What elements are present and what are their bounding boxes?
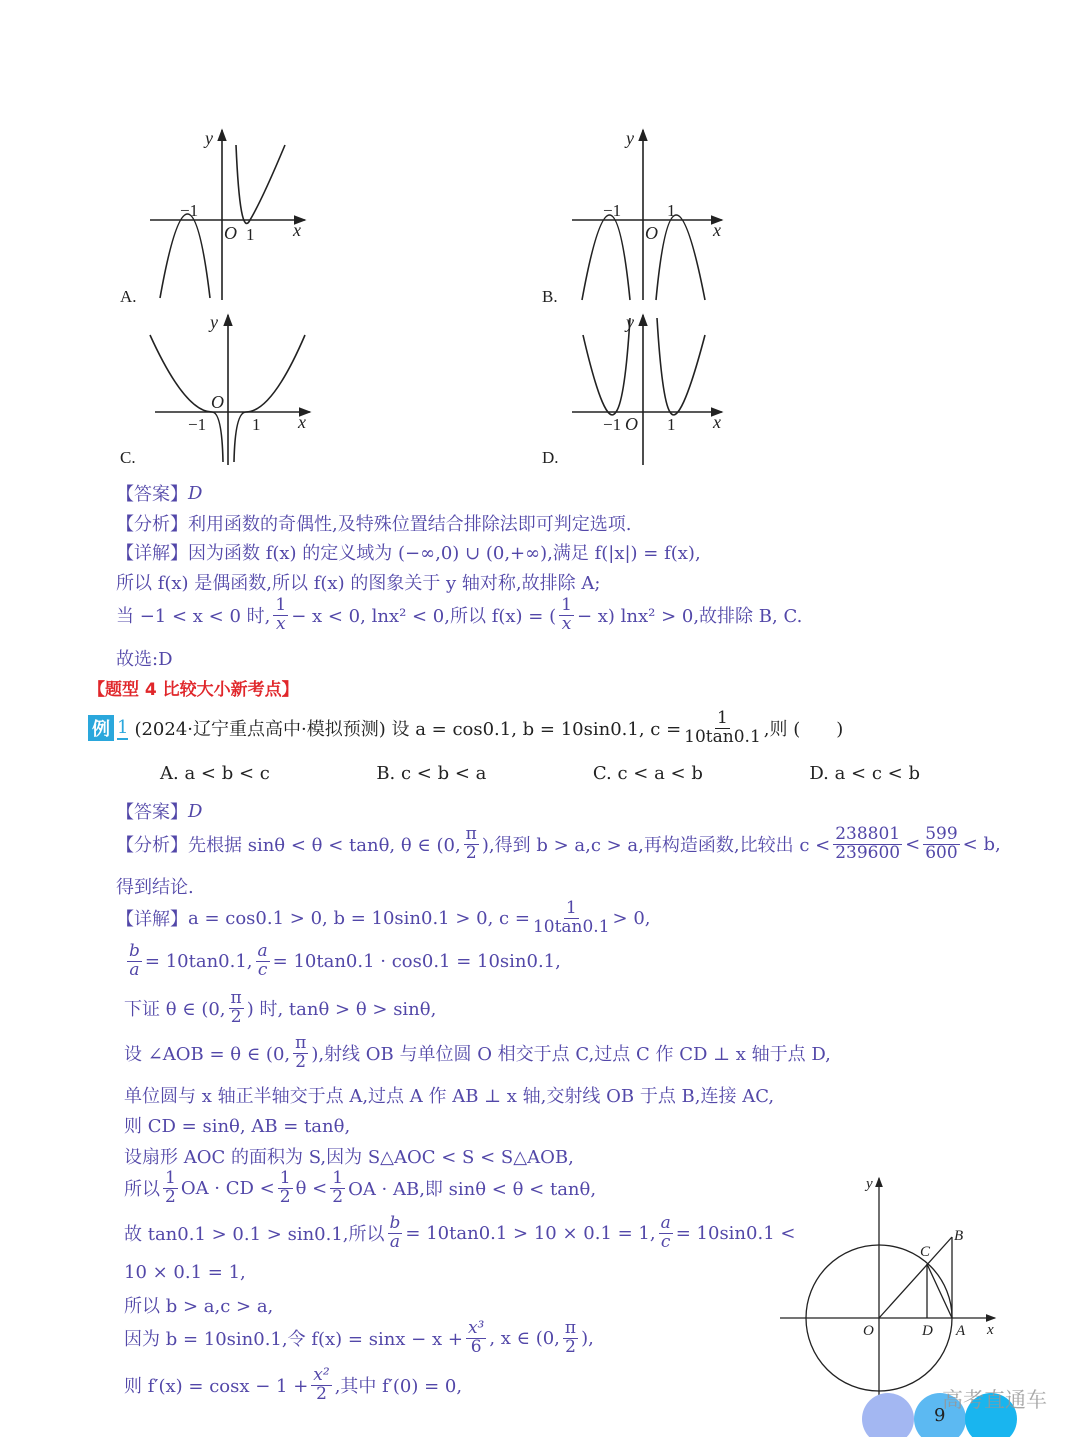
option-graphs — [0, 0, 1080, 480]
section-heading: 【题型 4 比较大小新考点】 — [88, 680, 299, 700]
q1-analysis: 【分析】 利用函数的奇偶性,及特殊位置结合排除法即可判定选项. — [116, 514, 632, 535]
ex-detail-5: 单位圆与 x 轴正半轴交于点 A,过点 A 作 AB ⊥ x 轴,交射线 OB 于点 B,连接 AC, — [124, 1086, 775, 1107]
ex-detail-8: 所以 1 2 OA · CD < 1 2 θ < 1 2 OA · AB,即 sinθ < θ < tanθ, — [124, 1168, 597, 1207]
svg-text:C.: C. — [120, 448, 136, 467]
svg-text:−1: −1 — [603, 201, 622, 220]
watermark: 高考直通车 — [942, 1388, 1047, 1412]
svg-text:1: 1 — [667, 201, 676, 220]
option-d[interactable]: D. a < c < b — [809, 763, 920, 784]
svg-text:B: B — [954, 1228, 964, 1244]
ex-detail-3: 下证 θ ∈ (0, π 2 ) 时, tanθ > θ > sinθ, — [124, 988, 437, 1027]
svg-text:x: x — [713, 220, 721, 240]
svg-text:x: x — [293, 220, 301, 240]
ex-analysis: 【分析】 先根据 sinθ < θ < tanθ, θ ∈ (0, π 2 ),得到 b > a,c > a,再构造函数,比较出 c < 238801 239600 < 599 600 < b, — [116, 824, 1001, 863]
example-stem: 例 1 (2024·辽宁重点高中·模拟预测) 设 a = cos0.1, b = 10sin0.1, c = $\frac{1}{10\tan 0.1}$ ,则 ( ) — [88, 710, 843, 747]
svg-text:1: 1 — [667, 415, 676, 434]
svg-text:x: x — [298, 412, 306, 432]
svg-text:1: 1 — [252, 415, 261, 434]
q1-detail-1: 【详解】 因为函数 f(x) 的定义域为 (−∞,0) ∪ (0,+∞),满足 f(|x|) = f(x), — [116, 543, 701, 564]
option-b[interactable]: B. c < b < a — [376, 763, 487, 784]
svg-text:y: y — [866, 1176, 873, 1192]
svg-text:−1: −1 — [180, 201, 199, 220]
svg-text:x: x — [713, 412, 721, 432]
svg-text:−1: −1 — [188, 415, 207, 434]
svg-text:O: O — [211, 392, 224, 412]
svg-text:A.: A. — [120, 287, 137, 306]
svg-text:y: y — [626, 312, 634, 332]
ex-detail-6: 则 CD = sinθ, AB = tanθ, — [124, 1116, 351, 1137]
svg-text:y: y — [626, 128, 634, 148]
option-a[interactable]: A. a < b < c — [160, 763, 270, 784]
q1-final: 故选:D — [116, 649, 173, 670]
svg-text:1: 1 — [246, 225, 255, 244]
q1-answer: 【答案】 D — [116, 482, 203, 505]
ex-answer: 【答案】 D — [116, 800, 203, 823]
example-options — [160, 763, 920, 784]
svg-text:O: O — [645, 223, 658, 243]
ex-detail-11: 所以 b > a,c > a, — [124, 1296, 274, 1317]
q1-detail-3: 当 −1 < x < 0 时, 1 x − x < 0, lnx² < 0,所以 f(x) = ( 1 x − x) lnx² > 0,故排除 B, C. — [116, 595, 803, 634]
svg-text:O: O — [863, 1323, 874, 1339]
ex-detail-13: 则 f′(x) = cosx − 1 + $\frac{\text{x²}}{2}$ ,其中 f′(0) = 0, — [124, 1365, 463, 1404]
ex-detail-10: 10 × 0.1 = 1, — [124, 1262, 246, 1283]
svg-text:y: y — [205, 128, 213, 148]
ex-detail-12: 因为 b = 10sin0.1,令 f(x) = sinx − x + $\frac{\text{x³}}{6}$ , x ∈ (0, π 2 ), — [124, 1318, 594, 1357]
svg-text:O: O — [625, 414, 638, 434]
svg-text:O: O — [224, 223, 237, 243]
svg-text:B.: B. — [542, 287, 558, 306]
svg-text:A: A — [956, 1323, 966, 1339]
ex-detail-4: 设 ∠AOB = θ ∈ (0, π 2 ),射线 OB 与单位圆 O 相交于点 C,过点 C 作 CD ⊥ x 轴于点 D, — [124, 1033, 831, 1072]
footer-circle-1 — [862, 1393, 914, 1437]
svg-text:C: C — [920, 1244, 931, 1260]
page-number: 9 — [934, 1405, 946, 1426]
svg-text:D.: D. — [542, 448, 559, 467]
svg-text:x: x — [987, 1322, 994, 1338]
ex-detail-2: $\frac{b}{a}$ = 10tan0.1, $\frac{a}{c}$ = 10tan0.1 · cos0.1 = 10sin0.1, — [129, 941, 561, 980]
ex-detail-7: 设扇形 AOC 的面积为 S,因为 S△AOC < S < S△AOB, — [124, 1147, 574, 1168]
q1-detail-2: 所以 f(x) 是偶函数,所以 f(x) 的图象关于 y 轴对称,故排除 A; — [116, 573, 601, 594]
option-c[interactable]: C. c < a < b — [592, 763, 703, 784]
svg-text:−1: −1 — [603, 415, 622, 434]
ex-analysis-end: 得到结论. — [116, 877, 194, 898]
graph-a-left-curve — [160, 214, 210, 298]
svg-text:D: D — [922, 1323, 933, 1339]
ex-detail-1: 【详解】 a = cos0.1 > 0, b = 10sin0.1 > 0, c = $\frac{1}{10\tan 0.1}$ > 0, — [116, 898, 651, 937]
ex-detail-9: 故 tan0.1 > 0.1 > sin0.1,所以 $\frac{b}{a}$ = 10tan0.1 > 10 × 0.1 = 1, $\frac{a}{c}$ = 10sin0.1 < — [124, 1213, 796, 1252]
svg-text:y: y — [210, 312, 218, 332]
